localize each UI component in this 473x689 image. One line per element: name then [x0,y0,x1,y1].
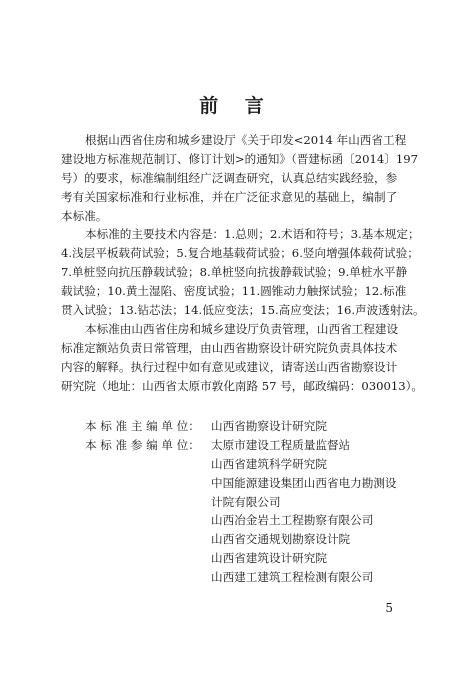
paragraph-3-line-2: 标准定额站负责日常管理，由山西省勘察设计研究院负责具体技术 [61,340,398,355]
participant-row [61,530,415,549]
paragraph-1-line-1: 根据山西省住房和城乡建设厅《关于印发<2014 年山西省工程 [85,133,407,147]
participant-row [61,568,415,587]
chief-editor-label: 本 标 准 主 编 单 位： [85,419,200,433]
paragraph-2-line-3: 7.单桩竖向抗压静载试验；8.单桩竖向抗拔静载试验；9.单桩水平静 [61,265,408,280]
participants-label: 本 标 准 参 编 单 位： [85,437,200,452]
preface-body [61,131,425,395]
paragraph-1-line-3: 号）的要求，标准编制组经广泛调查研究，认真总结实践经验，参 [61,170,398,185]
paragraph-3-line-1: 本标准由山西省住房和城乡建设厅负责管理，山西省工程建设 [85,321,399,336]
participant-item: 太原市建设工程质量监督站 [211,437,351,452]
paragraph-2-line-4: 载试验；10.黄土湿陷、密度试验；11.圆锥动力触探试验；12.标准 [61,284,407,299]
paragraph-2-line-5: 贯入试验；13.钻芯法；14.低应变法；15.高应变法；16.声波透射法。 [61,303,425,318]
participant-row [61,455,415,474]
participant-row [61,436,415,455]
participant-item: 山西省建筑设计研究院 [211,551,327,566]
paragraph-1-line-5: 本标准。 [61,208,108,223]
chief-editor-value: 山西省勘察设计研究院 [211,419,327,433]
paragraph-2-line-1: 本标准的主要技术内容是：1.总则；2.术语和符号；3.基本规定； [85,227,420,242]
participant-item: 计院有限公司 [211,494,281,509]
paragraph-1-line-4: 考有关国家标准和行业标准，并在广泛征求意见的基础上，编制了 [61,189,398,204]
page-title: 前 言 [199,95,274,117]
participant-row [61,511,415,530]
participant-item: 山西省建筑科学研究院 [211,456,327,471]
credits-section [61,417,415,587]
participant-item: 山西冶金岩土工程勘察有限公司 [211,513,374,528]
participant-row [61,474,415,493]
page-number: 5 [385,601,393,615]
paragraph-3-line-3: 内容的解释。执行过程中如有意见或建议，请寄送山西省勘察设计 [61,359,398,374]
paragraph-1-line-2: 建设地方标准规范制订、修订计划>的通知》（晋建标函〔2014〕197 [61,151,418,166]
participant-item: 山西建工建筑工程检测有限公司 [211,570,374,585]
paragraph-2-line-2: 4.浅层平板载荷试验；5.复合地基载荷试验；6.竖向增强体载荷试验； [61,246,419,261]
participant-row [61,549,415,568]
chief-editor-row [61,417,415,436]
participant-item: 山西省交通规划勘察设计院 [211,532,351,547]
participant-item: 中国能源建设集团山西省电力勘测设 [211,475,397,490]
participant-row [61,493,415,512]
paragraph-3-line-4: 研究院（地址：山西省太原市敦化南路 57 号，邮政编码：030013）。 [61,378,424,393]
